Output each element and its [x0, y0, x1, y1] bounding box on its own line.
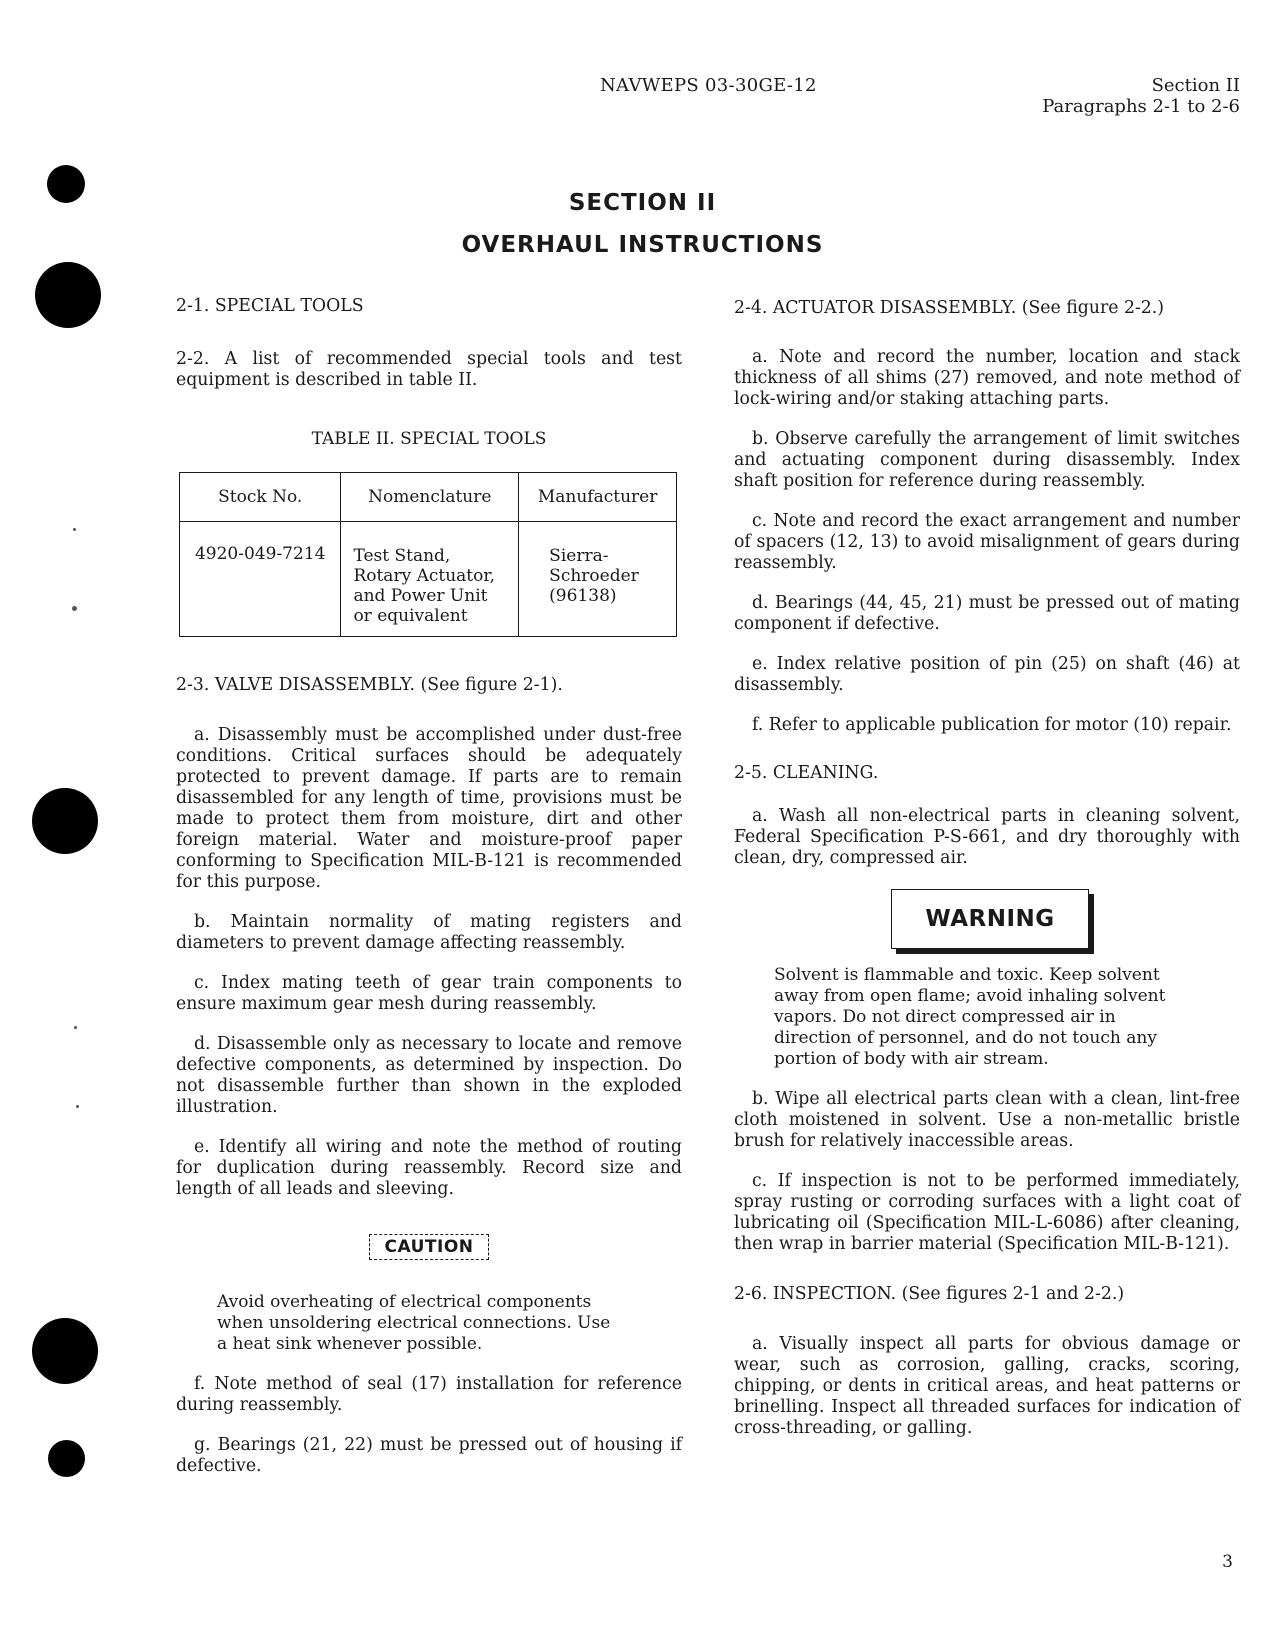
- section-title: SECTION II: [568, 190, 717, 216]
- cleaning-step-a: a. Wash all non-electrical parts in cleaning solvent, Federal Specification P-S-661, and dry thoroughly with clean, dry, compressed air.: [734, 806, 1240, 868]
- binder-hole: [32, 1318, 98, 1384]
- paragraph-2-2: 2-2. A list of recommended special tools and test equipment is described in table II.: [176, 349, 682, 390]
- actuator-step-e: e. Index relative position of pin (25) on shaft (46) at disassembly.: [734, 654, 1240, 695]
- column-header-stock: Stock No.: [180, 473, 341, 522]
- valve-step-c: c. Index mating teeth of gear train components to ensure maximum gear mesh during reassembly.: [176, 973, 682, 1014]
- actuator-step-a: a. Note and record the number, location and stack thickness of all shims (27) removed, and note method of lock-wiring and/or staking attaching parts.: [734, 347, 1240, 409]
- table-header-row: [180, 473, 677, 522]
- cell-manufacturer: [519, 522, 677, 637]
- manufacturer-line: (96138): [549, 586, 617, 606]
- inspection-step-a: a. Visually inspect all parts for obvious damage or wear, such as corrosion, galling, cracks, scoring, chipping, or dents in critical areas, and heat patterns or brinelling. Inspect all threaded surfaces for indication of cross-threading, or galling.: [734, 1334, 1240, 1438]
- manufacturer-line: Sierra-: [549, 546, 609, 566]
- paragraph-2-3: 2-3. VALVE DISASSEMBLY. (See figure 2-1).: [176, 675, 563, 695]
- section-heading: OVERHAUL INSTRUCTIONS: [461, 232, 824, 258]
- paragraphs-label: Paragraphs 2-1 to 2-6: [1042, 96, 1240, 117]
- manufacturer-line: Schroeder: [549, 566, 639, 586]
- valve-step-f: f. Note method of seal (17) installation for reference during reassembly.: [176, 1374, 682, 1415]
- warning-line: direction of personnel, and do not touch any: [774, 1028, 1157, 1048]
- table-caption: TABLE II. SPECIAL TOOLS: [311, 429, 547, 449]
- caution-label: CAUTION: [369, 1234, 488, 1260]
- column-header-manufacturer: Manufacturer: [519, 473, 677, 522]
- actuator-step-c: c. Note and record the exact arrangement and number of spacers (12, 13) to avoid misalignment of gears during reassembly.: [734, 511, 1240, 573]
- paragraph-2-5: 2-5. CLEANING.: [734, 763, 879, 783]
- caution-line: when unsoldering electrical connections. Use: [217, 1313, 611, 1333]
- warning-line: Solvent is flammable and toxic. Keep solvent: [774, 965, 1160, 985]
- nomenclature-line: Rotary Actuator,: [353, 566, 496, 586]
- actuator-step-d: d. Bearings (44, 45, 21) must be pressed out of mating component if defective.: [734, 593, 1240, 634]
- document-number: NAVWEPS 03-30GE-12: [600, 75, 817, 96]
- warning-line: portion of body with air stream.: [774, 1049, 1049, 1069]
- nomenclature-line: or equivalent: [353, 606, 468, 626]
- binder-hole: [35, 262, 101, 328]
- cell-stock-number: 4920-049-7214: [180, 522, 341, 637]
- actuator-step-b: b. Observe carefully the arrangement of limit switches and actuating component during disassembly. Index shaft position for reference during reassembly.: [734, 429, 1240, 491]
- section-label: Section II: [1151, 75, 1240, 96]
- warning-line: vapors. Do not direct compressed air in: [774, 1007, 1116, 1027]
- cleaning-step-b: b. Wipe all electrical parts clean with a clean, lint-free cloth moistened in solvent. Use a non-metallic bristle brush for relatively inaccessible areas.: [734, 1089, 1240, 1151]
- scan-speck: [72, 606, 77, 611]
- caution-notice: [176, 1234, 682, 1260]
- nomenclature-line: Test Stand,: [353, 546, 451, 566]
- valve-step-g: g. Bearings (21, 22) must be pressed out of housing if defective.: [176, 1435, 682, 1476]
- nomenclature-line: and Power Unit: [353, 586, 488, 606]
- warning-notice: [734, 889, 1240, 949]
- warning-label: WARNING: [891, 889, 1089, 949]
- paragraph-2-1: 2-1. SPECIAL TOOLS: [176, 296, 364, 316]
- cleaning-step-c: c. If inspection is not to be performed immediately, spray rusting or corroding surfaces with a light coat of lubricating oil (Specification MIL-L-6086) after cleaning, then wrap in barrier material (Specification MIL-B-121).: [734, 1171, 1240, 1254]
- scan-speck: [73, 528, 76, 531]
- binder-hole: [48, 1440, 85, 1477]
- valve-step-e: e. Identify all wiring and note the method of routing for duplication during reassembly. Record size and length of all leads and sleeving.: [176, 1137, 682, 1199]
- scan-speck: [74, 1026, 77, 1029]
- caution-text: [176, 1292, 682, 1355]
- binder-hole: [32, 788, 98, 854]
- page-number: 3: [1222, 1552, 1233, 1572]
- valve-step-d: d. Disassemble only as necessary to locate and remove defective components, as determined by inspection. Do not disassemble further than shown in the exploded illustration.: [176, 1034, 682, 1117]
- cell-nomenclature: [341, 522, 519, 637]
- scan-speck: [76, 1105, 79, 1108]
- valve-step-b: b. Maintain normality of mating registers and diameters to prevent damage affecting reassembly.: [176, 912, 682, 953]
- paragraph-2-6: 2-6. INSPECTION. (See figures 2-1 and 2-2.): [734, 1284, 1125, 1304]
- table-row: [180, 522, 677, 637]
- caution-line: Avoid overheating of electrical components: [217, 1292, 592, 1312]
- special-tools-table: [179, 472, 677, 637]
- valve-step-a: a. Disassembly must be accomplished under dust-free conditions. Critical surfaces should be adequately protected to prevent damage. If parts are to remain disassembled for any length of time, provisions must be made to protect them from moisture, dirt and other foreign material. Water and moisture-proof paper conforming to Specification MIL-B-121 is recommended for this purpose.: [176, 725, 682, 892]
- caution-line: a heat sink whenever possible.: [217, 1334, 483, 1354]
- column-header-nomenclature: Nomenclature: [341, 473, 519, 522]
- warning-line: away from open flame; avoid inhaling solvent: [774, 986, 1166, 1006]
- section-reference: [1042, 75, 1240, 117]
- right-column: [734, 298, 1240, 1439]
- left-column: [176, 296, 682, 1477]
- warning-text: [734, 965, 1240, 1070]
- actuator-step-f: f. Refer to applicable publication for motor (10) repair.: [752, 715, 1232, 735]
- paragraph-2-4: 2-4. ACTUATOR DISASSEMBLY. (See figure 2-2.): [734, 298, 1165, 318]
